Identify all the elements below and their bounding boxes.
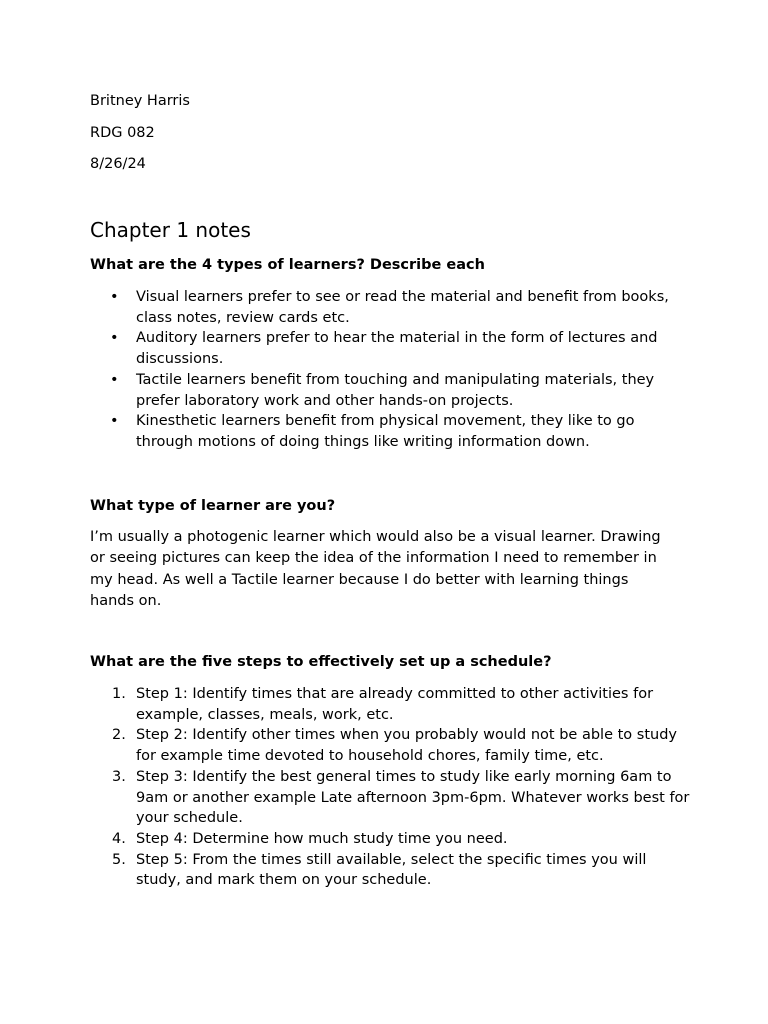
chapter-title: Chapter 1 notes: [90, 218, 251, 242]
list-item: [90, 287, 690, 328]
schedule-steps-list: [90, 684, 690, 891]
list-number: 4.: [112, 830, 126, 847]
bullet-icon: •: [110, 330, 119, 347]
list-item-text: Step 5: From the times still available, select the specific times you will study, and mark them on your schedule.: [136, 851, 647, 889]
course-code: RDG 082: [90, 125, 155, 141]
bullet-icon: •: [110, 413, 119, 430]
list-item-text: Step 4: Determine how much study time you need.: [136, 830, 508, 847]
list-item: [90, 328, 690, 369]
list-item: [90, 370, 690, 411]
list-number: 1.: [112, 686, 126, 702]
bullet-icon: •: [110, 289, 119, 305]
learner-types-list: [90, 287, 690, 453]
list-number: 5.: [112, 851, 126, 868]
list-item-text: Step 2: Identify other times when you probably would not be able to study for example time devoted to household chores, family time, etc.: [136, 727, 677, 765]
question-learner-types: What are the 4 types of learners? Describe each: [90, 257, 485, 273]
student-name: Britney Harris: [90, 93, 190, 109]
list-item-text: Kinesthetic learners benefit from physical movement, they like to go through motions of doing things like writing information down.: [136, 413, 635, 450]
list-item: [90, 829, 690, 850]
list-item-text: Step 1: Identify times that are already committed to other activities for example, classes, meals, work, etc.: [136, 686, 654, 723]
list-item-text: Tactile learners benefit from touching and manipulating materials, they prefer laboratory work and other hands-on projects.: [136, 371, 655, 409]
bullet-icon: •: [110, 371, 119, 388]
list-item-text: Visual learners prefer to see or read the material and benefit from books, class notes, review cards etc.: [136, 289, 669, 326]
list-item: [90, 411, 690, 452]
answer-paragraph: I’m usually a photogenic learner which would also be a visual learner. Drawing or seeing pictures can keep the idea of the information I need to remember in my head. As well a Tactile learner because I do better with learning things hands on.: [90, 529, 661, 609]
list-item: [90, 767, 690, 829]
list-item: [90, 850, 690, 891]
question-your-learner-type: What type of learner are you?: [90, 498, 336, 514]
question-schedule-steps: What are the five steps to effectively set up a schedule?: [90, 654, 552, 670]
list-number: 3.: [112, 768, 126, 785]
list-item: [90, 725, 690, 766]
document-date: 8/26/24: [90, 156, 146, 172]
list-number: 2.: [112, 727, 126, 744]
list-item-text: Auditory learners prefer to hear the material in the form of lectures and discussions.: [136, 330, 658, 368]
list-item-text: Step 3: Identify the best general times to study like early morning 6am to 9am or another example Late afternoon 3pm-6pm. Whatever works best for your schedule.: [136, 768, 690, 827]
list-item: [90, 684, 690, 725]
